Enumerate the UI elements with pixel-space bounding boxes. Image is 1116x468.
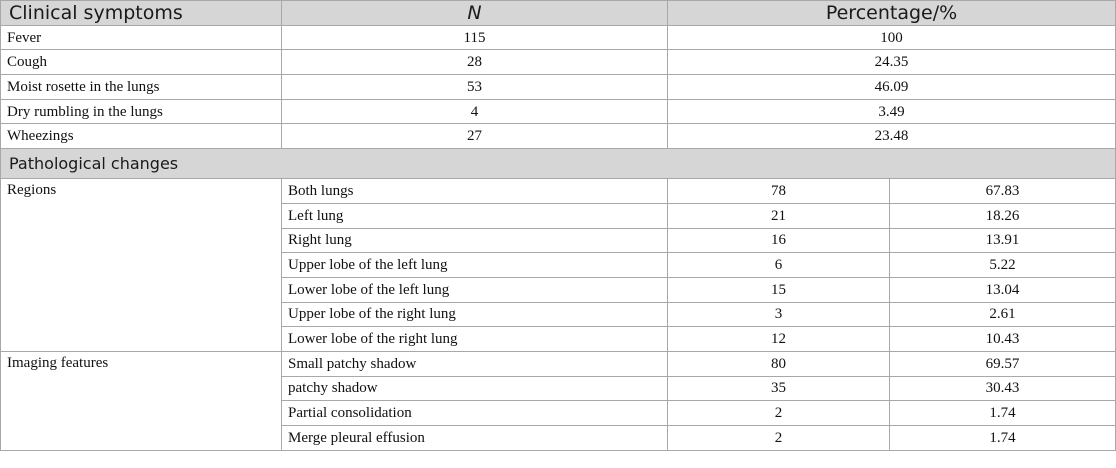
region-pct: 13.91 [890,228,1116,253]
imaging-name: patchy shadow [282,376,668,401]
region-n: 3 [668,302,890,327]
table-row [1,25,1116,50]
region-name: Lower lobe of the right lung [282,327,668,352]
imaging-n: 80 [668,351,890,376]
table-row [1,75,1116,100]
imaging-pct: 1.74 [890,426,1116,451]
pathological-changes-header: Pathological changes [1,149,1116,179]
imaging-name: Merge pleural effusion [282,426,668,451]
table-row [1,124,1116,149]
symptom-n: 27 [282,124,668,149]
imaging-n: 2 [668,426,890,451]
imaging-pct: 1.74 [890,401,1116,426]
regions-label: Regions [1,179,282,352]
header-percentage: Percentage/% [668,1,1116,26]
imaging-n: 2 [668,401,890,426]
table-header-row [1,1,1116,26]
region-name: Upper lobe of the left lung [282,253,668,278]
imaging-name: Partial consolidation [282,401,668,426]
region-name: Upper lobe of the right lung [282,302,668,327]
imaging-n: 35 [668,376,890,401]
symptom-name: Fever [1,25,282,50]
table-row [1,50,1116,75]
symptom-name: Wheezings [1,124,282,149]
symptom-n: 4 [282,99,668,124]
symptom-pct: 24.35 [668,50,1116,75]
region-n: 78 [668,179,890,204]
region-pct: 67.83 [890,179,1116,204]
table-row [1,351,1116,376]
region-n: 6 [668,253,890,278]
header-clinical-symptoms: Clinical symptoms [1,1,282,26]
table-row [1,99,1116,124]
symptom-n: 53 [282,75,668,100]
imaging-pct: 30.43 [890,376,1116,401]
section-header-row [1,149,1116,179]
region-pct: 10.43 [890,327,1116,352]
imaging-features-label: Imaging features [1,351,282,450]
table-row [1,179,1116,204]
header-n [282,1,668,26]
region-n: 16 [668,228,890,253]
region-n: 12 [668,327,890,352]
symptom-name: Cough [1,50,282,75]
region-name: Right lung [282,228,668,253]
header-n-label: N [467,1,482,24]
symptom-pct: 23.48 [668,124,1116,149]
symptom-name: Dry rumbling in the lungs [1,99,282,124]
region-pct: 18.26 [890,203,1116,228]
symptom-n: 28 [282,50,668,75]
region-name: Both lungs [282,179,668,204]
region-pct: 5.22 [890,253,1116,278]
region-pct: 2.61 [890,302,1116,327]
symptom-pct: 3.49 [668,99,1116,124]
region-n: 21 [668,203,890,228]
imaging-name: Small patchy shadow [282,351,668,376]
symptom-pct: 46.09 [668,75,1116,100]
symptom-name: Moist rosette in the lungs [1,75,282,100]
symptom-pct: 100 [668,25,1116,50]
region-pct: 13.04 [890,277,1116,302]
symptom-n: 115 [282,25,668,50]
region-n: 15 [668,277,890,302]
region-name: Lower lobe of the left lung [282,277,668,302]
region-name: Left lung [282,203,668,228]
imaging-pct: 69.57 [890,351,1116,376]
